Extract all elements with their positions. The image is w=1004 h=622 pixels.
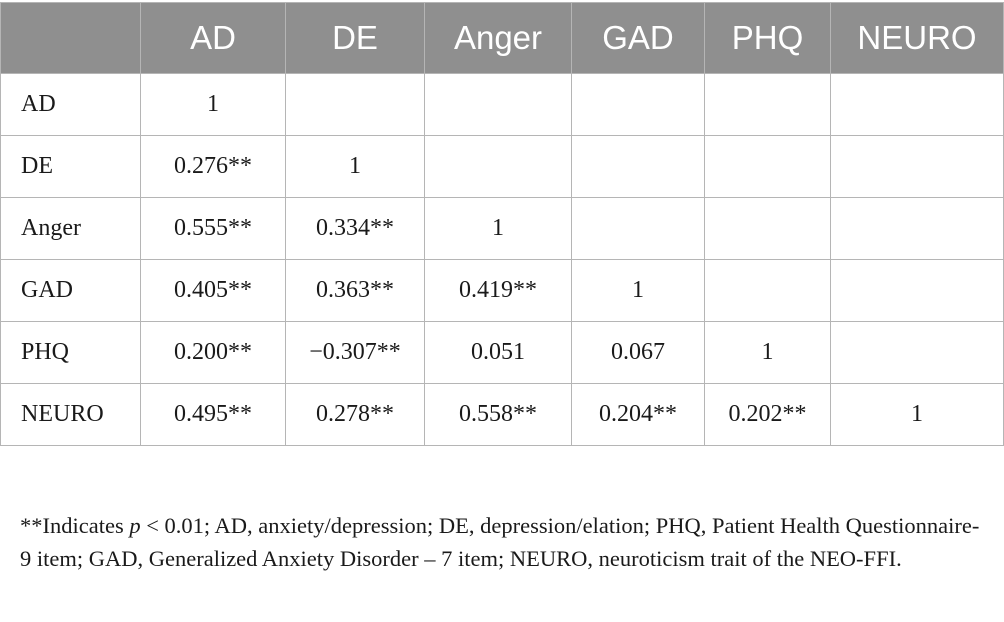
table-row	[1, 260, 1004, 322]
footnote-prefix: **Indicates	[20, 513, 130, 538]
row-label: NEURO	[1, 384, 141, 446]
table-row	[1, 74, 1004, 136]
table-cell: 0.334**	[286, 198, 425, 260]
table-row	[1, 136, 1004, 198]
table-cell	[705, 198, 831, 260]
table-cell: 0.276**	[141, 136, 286, 198]
table-cell: 0.202**	[705, 384, 831, 446]
correlation-table	[0, 2, 1004, 446]
table-cell	[831, 260, 1004, 322]
table-cell	[572, 198, 705, 260]
table-cell	[705, 260, 831, 322]
table-cell: 0.278**	[286, 384, 425, 446]
table-cell: 0.067	[572, 322, 705, 384]
table-cell: 0.204**	[572, 384, 705, 446]
header-cell: DE	[286, 3, 425, 74]
header-cell: NEURO	[831, 3, 1004, 74]
row-label: Anger	[1, 198, 141, 260]
header-cell: GAD	[572, 3, 705, 74]
table-cell: 1	[141, 74, 286, 136]
row-label: DE	[1, 136, 141, 198]
table-footnote	[20, 509, 990, 575]
table-cell: 0.363**	[286, 260, 425, 322]
table-cell	[831, 322, 1004, 384]
table-row	[1, 384, 1004, 446]
table-cell	[831, 136, 1004, 198]
table-cell: 0.555**	[141, 198, 286, 260]
header-row	[1, 3, 1004, 74]
table-cell: 0.495**	[141, 384, 286, 446]
table-cell: 0.419**	[425, 260, 572, 322]
table-cell: 0.405**	[141, 260, 286, 322]
table-cell	[425, 74, 572, 136]
table-cell: 1	[831, 384, 1004, 446]
table-cell	[425, 136, 572, 198]
header-cell: AD	[141, 3, 286, 74]
footnote-text: < 0.01; AD, anxiety/depression; DE, depression/elation; PHQ, Patient Health Questionnaire-9 item; GAD, Generalized Anxiety Disorder – 7 item; NEURO, neuroticism trait of the NEO-FFI.	[20, 513, 980, 571]
row-label: AD	[1, 74, 141, 136]
header-cell	[1, 3, 141, 74]
table-cell	[705, 74, 831, 136]
table-cell	[705, 136, 831, 198]
table-cell: 0.200**	[141, 322, 286, 384]
table-cell: 0.558**	[425, 384, 572, 446]
table-row	[1, 322, 1004, 384]
table-cell	[572, 136, 705, 198]
table-cell: 0.051	[425, 322, 572, 384]
table-cell: 1	[425, 198, 572, 260]
table-cell: −0.307**	[286, 322, 425, 384]
row-label: PHQ	[1, 322, 141, 384]
table-cell	[286, 74, 425, 136]
table-cell	[572, 74, 705, 136]
table-row	[1, 198, 1004, 260]
table-cell	[831, 74, 1004, 136]
table-cell: 1	[705, 322, 831, 384]
row-label: GAD	[1, 260, 141, 322]
table-cell	[831, 198, 1004, 260]
table-cell: 1	[286, 136, 425, 198]
table-cell: 1	[572, 260, 705, 322]
header-cell: Anger	[425, 3, 572, 74]
footnote-p-symbol: p	[129, 513, 141, 538]
header-cell: PHQ	[705, 3, 831, 74]
